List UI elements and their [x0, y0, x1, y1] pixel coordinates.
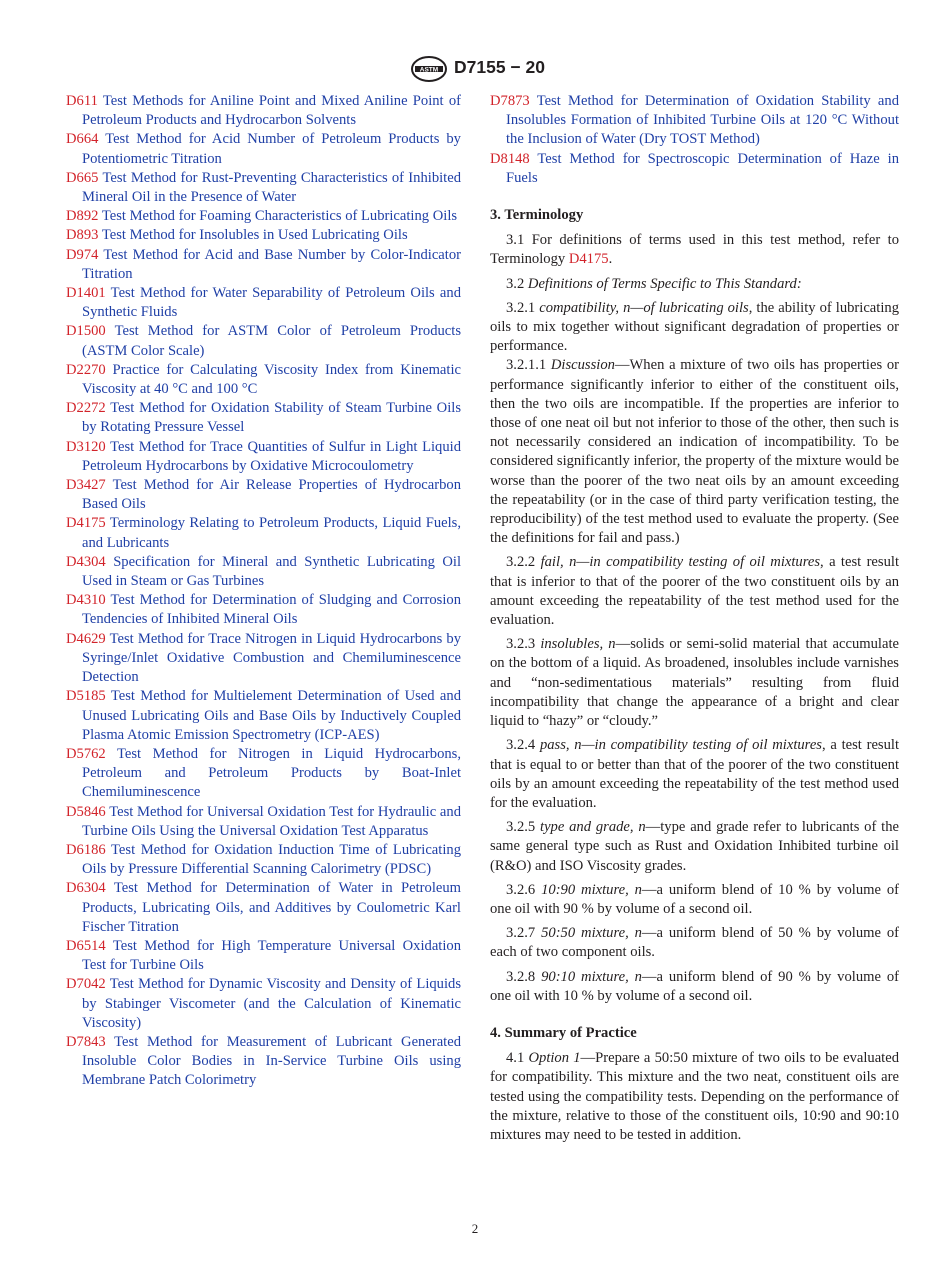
reference-item[interactable]: [66, 841, 461, 879]
reference-title[interactable]: Test Method for Determination of Water in Petroleum Products, Lubricating Oils, and Additives by Coulometric Karl Fischer Titration: [82, 880, 462, 935]
reference-item[interactable]: [66, 361, 461, 399]
reference-code[interactable]: D611: [66, 93, 98, 109]
reference-title[interactable]: Specification for Mineral and Synthetic Lubricating Oil Used in Steam or Gas Turbines: [82, 553, 461, 590]
reference-code[interactable]: D3427: [66, 477, 106, 494]
paragraph-3-2-5: 3.2.5 type and grade, n—type and grade refer to lubricants of the same general type such as Rust and Oxidation Inhibited turbine oil (R&O) and ISO Viscosity grades.: [490, 819, 899, 874]
reference-title[interactable]: Test Method for Oxidation Induction Time of Lubricating Oils by Pressure Differential Scanning Calorimetry (PDSC): [82, 841, 461, 878]
reference-title[interactable]: Test Method for Trace Quantities of Sulfur in Light Liquid Petroleum Hydrocarbons by Oxidative Microcoulometry: [82, 438, 461, 474]
reference-item[interactable]: [66, 399, 461, 437]
paragraph-3-2-3: 3.2.3 insolubles, n—solids or semi-solid material that accumulate on the bottom of a liquid. As broadened, insolubles include varnishes and “non-sedimentatious materials” resulting from fluid incompatibility that change the appearance of a bright and clear liquid to “hazy” or “cloudy.”: [490, 636, 899, 730]
reference-code[interactable]: D8148: [490, 150, 530, 167]
reference-list-right: [490, 92, 899, 188]
page-header: [0, 56, 950, 84]
reference-code[interactable]: D7843: [66, 1033, 106, 1050]
reference-item[interactable]: [490, 92, 899, 150]
reference-item[interactable]: [66, 630, 461, 688]
reference-code[interactable]: D1401: [66, 285, 106, 302]
paragraph-3-2-1-1: 3.2.1.1 Discussion—When a mixture of two oils has properties or performance significantly inferior to either of the constituent oils, then the two oils are incompatible. If the properties are inferior to those of one neat oil but not inferior to those of the other, then such is not necessarily considered an indication of incompatibility. To be considered significantly inferior, the property of the mixture would be worse than the poorer of the two neat oils by an amount exceeding the repeatability (or in the case of third party verification testing, the reproducibility) of the test method used to evaluate the property. (See the definitions for fail and pass.): [490, 357, 900, 547]
paragraph-3-2-6: 3.2.6 10:90 mixture, n—a uniform blend of 10 % by volume of one oil with 90 % by volume of a second oil.: [490, 881, 900, 917]
document-designation: D7155 − 20: [454, 57, 545, 77]
reference-title[interactable]: Test Methods for Aniline Point and Mixed Aniline Point of Petroleum Products and Hydrocarbon Solvents: [82, 93, 461, 129]
reference-item[interactable]: [66, 246, 461, 284]
reference-title[interactable]: Test Method for High Temperature Universal Oxidation Test for Turbine Oils: [82, 937, 461, 974]
reference-code[interactable]: D665: [66, 169, 99, 186]
reference-item[interactable]: [66, 803, 461, 841]
reference-code[interactable]: D893: [66, 227, 99, 244]
reference-title[interactable]: Test Method for Acid and Base Number by Color-Indicator Titration: [82, 246, 461, 282]
reference-item[interactable]: [66, 879, 461, 937]
reference-code[interactable]: D974: [66, 246, 99, 263]
reference-title[interactable]: Test Method for Spectroscopic Determination of Haze in Fuels: [506, 150, 899, 186]
reference-item[interactable]: [66, 937, 461, 975]
reference-code[interactable]: D1500: [66, 323, 106, 340]
page-number: 2: [471, 1221, 479, 1236]
reference-item[interactable]: [490, 150, 899, 188]
reference-title[interactable]: Practice for Calculating Viscosity Index from Kinematic Viscosity at 40 °C and 100 °C: [82, 361, 461, 398]
reference-title[interactable]: Test Method for Insolubles in Used Lubricating Oils: [101, 227, 408, 244]
reference-code[interactable]: D5846: [66, 803, 106, 820]
reference-item[interactable]: [66, 591, 461, 629]
reference-item[interactable]: [66, 438, 461, 476]
paragraph-3-2-2: 3.2.2 fail, n—in compatibility testing of oil mixtures, a test result that is inferior to that of the poorer of the two constituent oils by an amount exceeding the repeatability of the test method used for the evaluation.: [490, 554, 899, 629]
reference-title[interactable]: Test Method for Acid Number of Petroleum Products by Potentiometric Titration: [82, 131, 461, 167]
link-d4175[interactable]: D4175: [568, 251, 609, 268]
section-heading-summary: 4. Summary of Practice: [490, 1024, 637, 1041]
reference-item[interactable]: [66, 553, 461, 591]
reference-code[interactable]: D4175: [66, 515, 106, 532]
reference-title[interactable]: Test Method for Multielement Determination of Used and Unused Lubricating Oils and Base Oils by Inductively Coupled Plasma Atomic Emission Spectrometry (ICP-AES): [82, 688, 461, 743]
reference-item[interactable]: [66, 1033, 461, 1091]
reference-code[interactable]: D2270: [66, 361, 106, 378]
reference-item[interactable]: [66, 130, 461, 168]
reference-title[interactable]: Test Method for Determination of Oxidation Stability and Insolubles Formation of Inhibited Turbine Oils at 120 °C Without the Inclusion of Water (Dry TOST Method): [506, 93, 899, 148]
reference-item[interactable]: [66, 92, 461, 130]
reference-title[interactable]: Test Method for Measurement of Lubricant Generated Insoluble Color Bodies in In-Service Turbine Oils using Membrane Patch Colorimetry: [82, 1033, 461, 1089]
reference-title[interactable]: Test Method for Rust-Preventing Characteristics of Inhibited Mineral Oil in the Presence of Water: [82, 169, 462, 206]
reference-item[interactable]: [66, 284, 461, 322]
logo-text: ASTM: [419, 66, 439, 74]
reference-title[interactable]: Test Method for Trace Nitrogen in Liquid Hydrocarbons by Syringe/Inlet Oxidative Combustion and Chemiluminescence Detection: [82, 630, 461, 686]
reference-title[interactable]: Test Method for Foaming Characteristics of Lubricating Oils: [101, 208, 458, 225]
reference-code[interactable]: D7042: [66, 976, 106, 993]
paragraph-3-2-8: 3.2.8 90:10 mixture, n—a uniform blend of 90 % by volume of one oil with 10 % by volume of a second oil.: [490, 968, 900, 1004]
reference-code[interactable]: D7873: [490, 93, 530, 109]
reference-title[interactable]: Test Method for Universal Oxidation Test for Hydraulic and Turbine Oils Using the Universal Oxidation Test Apparatus: [82, 803, 461, 839]
reference-code[interactable]: D3120: [66, 438, 106, 455]
reference-code[interactable]: D5185: [66, 688, 106, 705]
reference-title[interactable]: Terminology Relating to Petroleum Products, Liquid Fuels, and Lubricants: [82, 515, 462, 551]
paragraph-3-2-4: 3.2.4 pass, n—in compatibility testing of oil mixtures, a test result that is equal to or better than that of the poorer of the two constituent oils by an amount exceeding the repeatability of the test method used for the evaluation.: [490, 737, 900, 811]
reference-code[interactable]: D6186: [66, 841, 106, 858]
reference-code[interactable]: D4629: [66, 630, 106, 647]
reference-title[interactable]: Test Method for Oxidation Stability of Steam Turbine Oils by Rotating Pressure Vessel: [82, 400, 462, 436]
reference-code[interactable]: D4310: [66, 592, 106, 609]
reference-item[interactable]: [66, 322, 461, 360]
section-heading-terminology: 3. Terminology: [490, 207, 584, 224]
reference-title[interactable]: Test Method for ASTM Color of Petroleum Products (ASTM Color Scale): [82, 323, 461, 359]
paragraph-4-1: 4.1 Option 1—Prepare a 50:50 mixture of two oils to be evaluated for compatibility. This mixture and the two neat, constituent oils are tested using the compatibility tests. Depending on the performance of the mixture, relative to those of the constituent oils, 10:90 and 90:10 mixtures may need to be tested in addition.: [490, 1050, 899, 1143]
paragraph-3-2-1: 3.2.1 compatibility, n—of lubricating oils, the ability of lubricating oils to mix together without significant degradation of properties or performance.: [490, 299, 899, 355]
reference-item[interactable]: [66, 514, 461, 552]
reference-item[interactable]: [66, 226, 461, 245]
reference-title[interactable]: Test Method for Air Release Properties of Hydrocarbon Based Oils: [82, 477, 461, 513]
reference-title[interactable]: Test Method for Water Separability of Petroleum Oils and Synthetic Fluids: [82, 285, 461, 321]
paragraph-3-2: 3.2 Definitions of Terms Specific to This Standard:: [506, 275, 802, 292]
reference-item[interactable]: [66, 476, 461, 514]
right-column: [490, 92, 899, 1150]
reference-item[interactable]: [66, 207, 461, 226]
reference-code[interactable]: D892: [66, 208, 99, 225]
reference-code[interactable]: D6514: [66, 937, 106, 954]
reference-item[interactable]: [66, 169, 461, 207]
paragraph-3-1: 3.1 For definitions of terms used in this test method, refer to Terminology D4175.: [490, 232, 899, 268]
reference-code[interactable]: D5762: [66, 745, 106, 762]
reference-item[interactable]: [66, 687, 461, 745]
reference-code[interactable]: D664: [66, 131, 99, 148]
reference-code[interactable]: D4304: [66, 553, 106, 570]
reference-item[interactable]: [66, 745, 461, 803]
reference-title[interactable]: Test Method for Nitrogen in Liquid Hydrocarbons, Petroleum and Petroleum Products by Boat-Inlet Chemiluminescence: [82, 745, 461, 801]
reference-title[interactable]: Test Method for Dynamic Viscosity and Density of Liquids by Stabinger Viscometer (and the Calculation of Kinematic Viscosity): [82, 976, 461, 1031]
left-column: [66, 92, 461, 1091]
reference-code[interactable]: D2272: [66, 400, 106, 417]
reference-title[interactable]: Test Method for Determination of Sludging and Corrosion Tendencies of Inhibited Mineral Oils: [82, 592, 461, 628]
astm-logo-icon: [410, 56, 448, 82]
reference-item[interactable]: [66, 975, 461, 1033]
reference-code[interactable]: D6304: [66, 880, 106, 897]
paragraph-3-2-7: 3.2.7 50:50 mixture, n—a uniform blend of 50 % by volume of each of two component oils.: [490, 925, 900, 961]
